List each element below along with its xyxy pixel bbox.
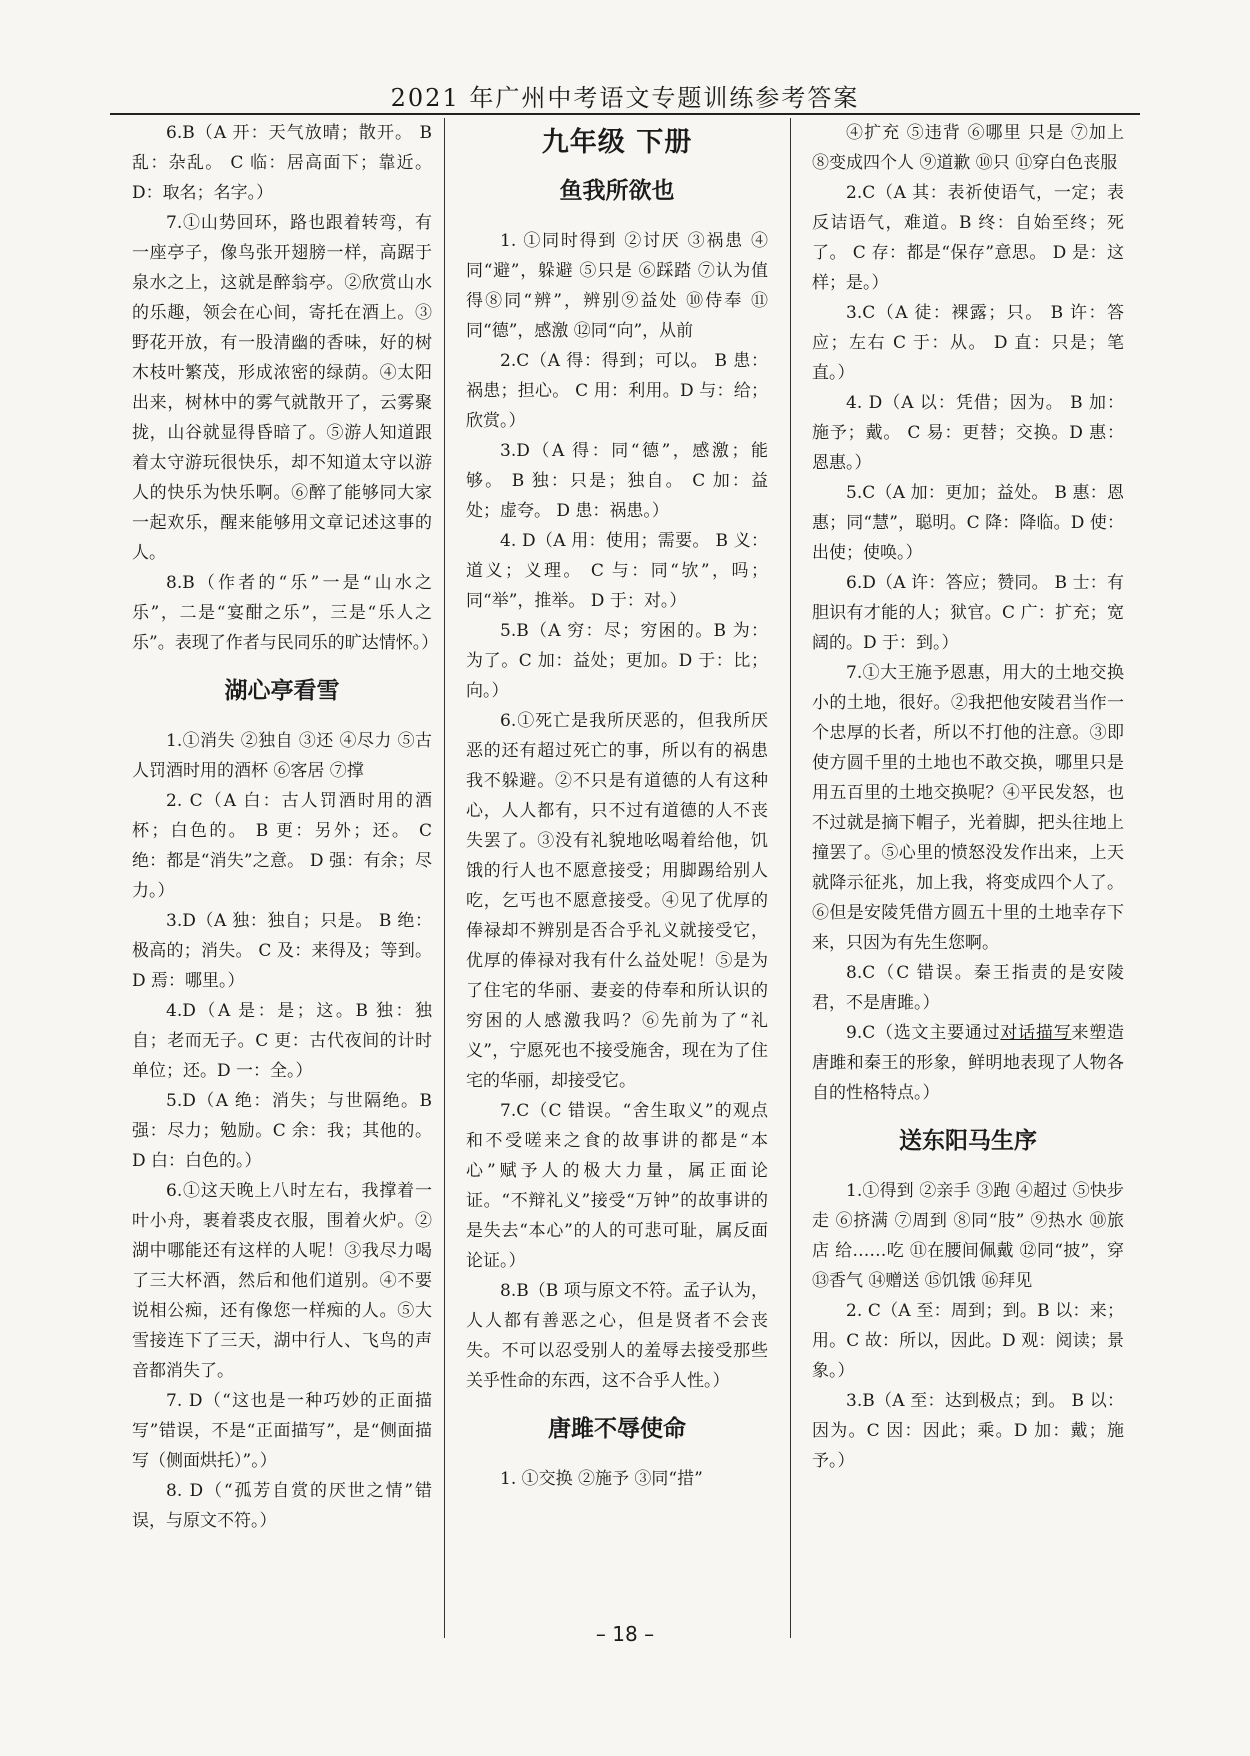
- answer-text: 3.C（A 徒：裸露；只。 B 许：答应；左右 C 于：从。 D 直：只是；笔直。）: [812, 303, 1124, 383]
- answer-text: 4.D（A 是：是；这。B 独：独自；老而无子。C 更：古代夜间的计时单位；还。D 一：全。）: [132, 1001, 432, 1081]
- answer-text: 8.C（C 错误。秦王指责的是安陵君，不是唐雎。）: [812, 963, 1124, 1013]
- answer-text: 5.D（A 绝：消失；与世隔绝。B 强：尽力；勉励。C 余：我；其他的。D 白：白色的。）: [132, 1091, 432, 1171]
- answer-text: 2.C（A 得：得到；可以。 B 患：祸患；担心。 C 用：利用。D 与：给；欣赏。）: [466, 351, 768, 431]
- answer-text: 6.①死亡是我所厌恶的，但我所厌恶的还有超过死亡的事，所以有的祸患我不躲避。②不只是有道德的人有这种心，人人都有，只不过有道德的人不丧失罢了。③没有礼貌地吆喝着给他，饥饿的行人也不愿意接受；用脚踢给别人吃，乞丐也不愿意接受。④见了优厚的俸禄却不辨别是否合乎礼义就接受它，优厚的俸禄对我有什么益处呢！⑤是为了住宅的华丽、妻妾的侍奉和所认识的穷困的人感激我吗？⑥先前为了“礼义”，宁愿死也不接受施舍，现在为了住宅的华丽，却接受它。: [466, 711, 768, 1091]
- column-1: [132, 118, 439, 1536]
- header-rule: [110, 113, 1140, 115]
- underlined-text: 对话描写: [1000, 1023, 1072, 1043]
- answer-text: 7.①大王施予恩惠，用大的土地交换小的土地，很好。②我把他安陵君当作一个忠厚的长者，所以不打他的注意。③即使方圆千里的土地也不敢交换，哪里只是用五百里的土地交换呢？④平民发怒，也不过就是摘下帽子，光着脚，把头往地上撞罢了。⑤心里的愤怒没发作出来，上天就降示征兆，加上我，将变成四个人了。⑥但是安陵凭借方圆五十里的土地幸存下来，只因为有先生您啊。: [812, 663, 1124, 953]
- answer-text: 8.B（作者的“乐”一是“山水之乐”，二是“宴酣之乐”，三是“乐人之乐”。表现了作者与民同乐的旷达情怀。）: [132, 573, 439, 653]
- page-header: 2021 年广州中考语文专题训练参考答案: [390, 84, 860, 112]
- answer-text: 6.B（A 开：天气放晴；散开。 B 乱：杂乱。 C 临：居高面下；靠近。 D：取名；名字。）: [132, 123, 432, 203]
- answer-text: 1.①消失 ②独自 ③还 ④尽力 ⑤古人罚酒时用的酒杯 ⑥客居 ⑦撑: [132, 731, 432, 781]
- answer-text: 7.C（C 错误。“舍生取义”的观点和不受嗟来之食的故事讲的都是“本心”赋予人的极大力量，属正面论证。“不辩礼义”接受“万钟”的故事讲的是失去“本心”的人的可悲可耻，属反面论证。）: [466, 1101, 768, 1271]
- answer-text: 2. C（A 白：古人罚酒时用的酒杯；白色的。 B 更：另外；还。 C 绝：都是“消失”之意。 D 强：有余；尽力。）: [132, 791, 432, 901]
- section-title-huxinting: 湖心亭看雪: [224, 678, 340, 704]
- answer-text: 3.D（A 独：独自；只是。 B 绝：极高的；消失。 C 及：来得及；等到。 D 焉：哪里。）: [132, 911, 432, 991]
- answer-text: 2. C（A 至：周到；到。B 以：来；用。C 故：所以，因此。D 观：阅读；景象。）: [812, 1301, 1124, 1381]
- answer-text: 4. D（A 以：凭借；因为。 B 加：施予；戴。 C 易：更替；交换。D 惠：恩惠。）: [812, 393, 1124, 473]
- answer-text: 1. ①交换 ②施予 ③同“措”: [500, 1469, 703, 1489]
- answer-text: 8. D（“孤芳自赏的厌世之情”错误，与原文不符。）: [132, 1481, 432, 1531]
- answer-text: 3.B（A 至：达到极点；到。 B 以：因为。C 因：因此；乘。D 加：戴；施予。）: [812, 1391, 1124, 1471]
- answer-text: 3.D（A 得：同“德”，感激；能够。 B 独：只是；独自。 C 加：益处；虚夸。 D 患：祸患。）: [466, 441, 768, 521]
- answer-text-part: 9.C（选文主要通过: [846, 1023, 1001, 1043]
- answer-text: 1.①得到 ②亲手 ③跑 ④超过 ⑤快步走 ⑥挤满 ⑦周到 ⑧同“肢” ⑨热水 ⑩旅店 给……吃 ⑪在腰间佩戴 ⑫同“披”，穿 ⑬香气 ⑭赠送 ⑮饥饿 ⑯拜见: [812, 1181, 1124, 1291]
- answer-text: 4. D（A 用：使用；需要。 B 义：道义；义理。 C 与：同“欤”，吗；同“举”，推举。 D 于：对。）: [466, 531, 768, 611]
- answer-text: 2.C（A 其：表祈使语气，一定；表反诘语气，难道。B 终：自始至终；死了。 C 存：都是“保存”意思。 D 是：这样；是。）: [812, 183, 1124, 293]
- answer-text: 5.C（A 加：更加；益处。 B 惠：恩惠；同“慧”，聪明。C 降：降临。D 使：出使；使唤。）: [812, 483, 1124, 563]
- column-2: [466, 118, 768, 1494]
- answer-text: 5.B（A 穷：尽；穷困的。B 为：为了。C 加：益处；更加。D 于：比；向。）: [466, 621, 768, 701]
- section-title-tangju: 唐雎不辱使命: [548, 1416, 686, 1442]
- column-3: [812, 118, 1124, 1476]
- section-title-yuwosuoyu: 鱼我所欲也: [559, 178, 675, 204]
- grade-title: 九年级 下册: [541, 127, 693, 158]
- answer-text: 7.①山势回环，路也跟着转弯，有一座亭子，像鸟张开翅膀一样，高踞于泉水之上，这就是醉翁亭。②欣赏山水的乐趣，领会在心间，寄托在酒上。③野花开放，有一股清幽的香味，好的树木枝叶繁茂，形成浓密的绿荫。④太阳出来，树林中的雾气就散开了，云雾聚拢，山谷就显得昏暗了。⑤游人知道跟着太守游玩很快乐，却不知道太守以游人的快乐为快乐啊。⑥醉了能够同大家一起欢乐，醒来能够用文章记述这事的人。: [132, 213, 432, 563]
- answer-text: 6.D（A 许：答应；赞同。 B 士：有胆识有才能的人；狱官。C 广：扩充；宽阔的。D 于：到。）: [812, 573, 1124, 653]
- answer-text: [812, 1018, 1124, 1108]
- answer-text: 1. ①同时得到 ②讨厌 ③祸患 ④同“避”，躲避 ⑤只是 ⑥踩踏 ⑦认为值得⑧同“辨”，辨别⑨益处 ⑩侍奉 ⑪同“德”，感激 ⑫同“向”，从前: [466, 231, 768, 341]
- page-number: – 18 –: [595, 1622, 655, 1646]
- answer-text: 6.①这天晚上八时左右，我撑着一叶小舟，裹着裘皮衣服，围着火炉。②湖中哪能还有这样的人呢！③我尽力喝了三大杯酒，然后和他们道别。④不要说相公痴，还有像您一样痴的人。⑤大雪接连下了三天，湖中行人、飞鸟的声音都消失了。: [132, 1181, 432, 1381]
- answer-text: 8.B（B 项与原文不符。孟子认为，人人都有善恶之心，但是贤者不会丧失。不可以忍受别人的羞辱去接受那些关乎性命的东西，这不合乎人性。）: [466, 1281, 768, 1391]
- section-title-songdongyang: 送东阳马生序: [899, 1128, 1037, 1154]
- answer-text: 7. D（“这也是一种巧妙的正面描写”错误，不是“正面描写”，是“侧面描写（侧面烘托）”。）: [132, 1391, 432, 1471]
- column-divider-2: [790, 118, 791, 1638]
- column-divider-1: [444, 118, 445, 1638]
- answer-text: ④扩充 ⑤违背 ⑥哪里 只是 ⑦加上 ⑧变成四个人 ⑨道歉 ⑩只 ⑪穿白色丧服: [812, 123, 1124, 173]
- answer-text-part: 来塑造唐雎和秦王的形象，鲜明地表现了人物各自的性格特点。）: [812, 1023, 1125, 1103]
